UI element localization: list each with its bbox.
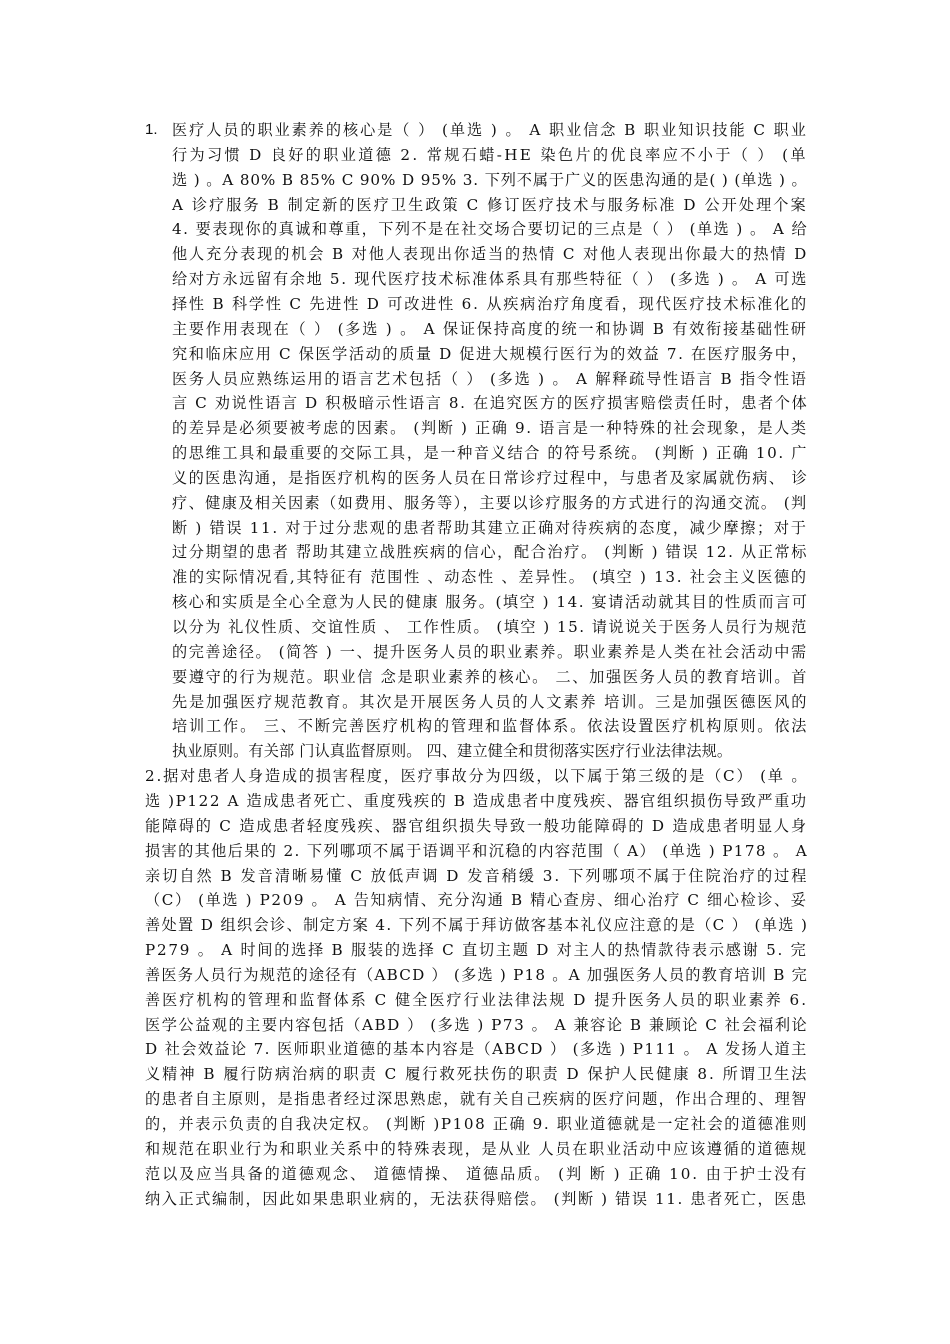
text-line: 善医疗机构的管理和监督体系 C 健全医疗行业法律法规 D 提升医务人员的职业素养 6. xyxy=(145,990,809,1009)
text-line: 过分期望的患者 帮助其建立战胜疾病的信心，配合治疗。 (判断 ) 错误 12. 从正常标 xyxy=(172,543,809,562)
text-line: 医疗人员的职业素养的核心是（ ） (单选 ) 。 A 职业信念 B 职业知识技能 C 职业 xyxy=(172,121,808,139)
text-line: 准的实际情况看,其特征有 范围性 、动态性 、差异性。 (填空 ) 13. 社会主义医德的 xyxy=(172,568,808,587)
text-line: 疗、健康及相关因素（如费用、服务等），主要以诊疗服务的方式进行的沟通交流。 (判 xyxy=(172,493,808,512)
text-line: 给对方永远留有余地 5. 现代医疗技术标准体系具有那些特征（ ） (多选 ) 。 A 可选 xyxy=(172,270,809,289)
text-line: 范以及应当具备的道德观念、 道德情操、 道德品质。 (判 断 ) 正确 10. 由于护士没有 xyxy=(145,1164,809,1183)
text-line: 先是加强医疗规范教育。其次是开展医务人员的人文素养 培训。三是加强医德医风的 xyxy=(172,692,809,711)
text-line: 究和临床应用 C 保医学活动的质量 D 促进大规模行医行为的效益 7. 在医疗服务中， xyxy=(172,344,809,363)
text-line: 择性 B 科学性 C 先进性 D 可改进性 6. 从疾病治疗角度看，现代医疗技术标准化的 xyxy=(172,294,808,313)
text-line: 医务人员应熟练运用的语言艺术包括（ ） (多选 ) 。 A 解释疏导性语言 B 指令性语 xyxy=(172,369,808,388)
text-line: 的差异是必须要被考虑的因素。 (判断 ) 正确 9. 语言是一种特殊的社会现象，是人类 xyxy=(172,419,808,438)
text-line: 亲切自然 B 发音清晰易懂 C 放低声调 D 发音稍缓 3. 下列哪项不属于住院治疗的过程 xyxy=(145,866,809,885)
text-line: 选 ) 。A 80% B 85% C 90% D 95% 3. 下列不属于广义的医患沟通的是( ) (单选 ) 。 xyxy=(172,170,808,189)
text-line: 4. 要表现你的真诚和尊重，下列不是在社交场合要切记的三点是（ ） (单选 ) 。 A 给 xyxy=(172,220,809,239)
text-line: 行为习惯 D 良好的职业道德 2. 常规石蜡-HE 染色片的优良率应不小于（ ） (单 xyxy=(172,145,808,164)
text-line: 断 ) 错误 11. 对于过分悲观的患者帮助其建立正确对待疾病的态度，减少摩擦；对于 xyxy=(172,518,808,537)
text-line: 义的医患沟通，是指医疗机构的医务人员在日常诊疗过程中，与患者及家属就伤病、 诊 xyxy=(172,468,809,487)
text-line: 善医务人员行为规范的途径有（ABCD ） (多选 ) P18 。A 加强医务人员的教育培训 B 完 xyxy=(145,965,809,984)
text-line: 损害的其他后果的 2. 下列哪项不属于语调平和沉稳的内容范围（ A） (单选 ) P178 。 A xyxy=(145,841,809,860)
text-line: （C） (单选 ) P209 。 A 告知病情、充分沟通 B 精心查房、细心治疗 C 细心检诊、妥 xyxy=(145,891,808,910)
text-line: 的，并表示负责的自我决定权。 (判断 )P108 正确 9. 职业道德就是一定社会的道德准则 xyxy=(145,1115,808,1133)
text-line: 言 C 劝说性语言 D 积极暗示性语言 8. 在追究医方的医疗损害赔偿责任时，患者个体 xyxy=(172,394,809,413)
text-line: 善处置 D 组织会诊、制定方案 4. 下列不属于拜访做客基本礼仪应注意的是（C ） (单选 ) xyxy=(145,916,809,935)
text-line: 义精神 B 履行防病治病的职责 C 履行救死扶伤的职责 D 保护人民健康 8. 所谓卫生法 xyxy=(145,1065,809,1084)
text-line: 执业原则。有关部 门认真监督原则。 四、建立健全和贯彻落实医疗行业法律法规。 xyxy=(172,742,733,761)
text-line: 2.据对患者人身造成的损害程度，医疗事故分为四级，以下属于第三级的是（C） (单 。 xyxy=(145,767,809,786)
text-line: 以分为 礼仪性质、交谊性质 、 工作性质。 (填空 ) 15. 请说说关于医务人员行为规范 xyxy=(172,618,808,636)
text-line: 医学公益观的主要内容包括（ABD ） (多选 ) P73 。 A 兼容论 B 兼顾论 C 社会福利论 xyxy=(145,1015,809,1034)
text-line: 的患者自主原则，是指患者经过深思熟虑，就有关自己疾病的医疗问题，作出合理的、理智 xyxy=(145,1090,808,1109)
text-line: 主要作用表现在（ ） (多选 ) 。 A 保证保持高度的统一和协调 B 有效衔接基础性研 xyxy=(172,319,808,338)
text-line: D 社会效益论 7. 医师职业道德的基本内容是（ABCD ） (多选 ) P111 。 A 发扬人道主 xyxy=(145,1040,808,1059)
text-line: A 诊疗服务 B 制定新的医疗卫生政策 C 修订医疗技术与服务标准 D 公开处理个案 xyxy=(172,195,808,214)
text-line: 能障碍的 C 造成患者轻度残疾、器官组织损失导致一般功能障碍的 D 造成患者明显人身 xyxy=(145,816,808,835)
text-line: 他人充分表现的机会 B 对他人表现出你适当的热情 C 对他人表现出你最大的热情 D xyxy=(172,245,809,264)
text-line: 选 )P122 A 造成患者死亡、重度残疾的 B 造成患者中度残疾、器官组织损伤导致严重功 xyxy=(145,791,808,810)
text-line: 培训工作。 三、不断完善医疗机构的管理和监督体系。依法设置医疗机构原则。依法 xyxy=(172,717,809,736)
text-line: 核心和实质是全心全意为人民的健康 服务。(填空 ) 14. 宴请活动就其目的性质而言可 xyxy=(172,593,809,612)
text-line: 的思维工具和最重要的交际工具，是一种音义结合 的符号系统。 (判断 ) 正确 10. 广 xyxy=(172,444,809,463)
text-line: 要遵守的行为规范。职业信 念是职业素养的核心。 二、加强医务人员的教育培训。首 xyxy=(172,667,809,686)
text-line: 的完善途径。 (简答 ) 一、提升医务人员的职业素养。职业素养是人类在社会活动中需 xyxy=(172,642,808,661)
text-line: P279 。 A 时间的选择 B 服装的选择 C 直切主题 D 对主人的热情款待表示感谢 5. 完 xyxy=(145,941,808,960)
text-line: 和规范在职业行为和职业关系中的特殊表现，是从业 人员在职业活动中应该遵循的道德规 xyxy=(145,1139,808,1158)
item-number: 1. xyxy=(145,121,158,138)
text-line: 纳入正式编制，因此如果患职业病的，无法获得赔偿。 (判断 ) 错误 11. 患者死亡，医患 xyxy=(145,1189,808,1208)
